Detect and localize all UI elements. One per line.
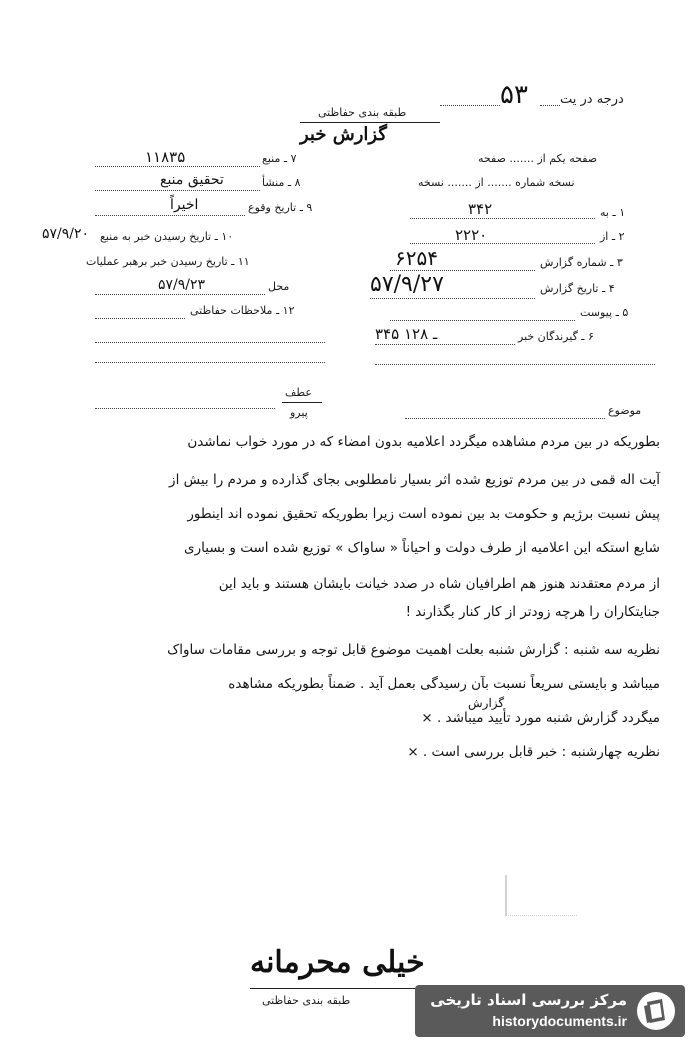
source-receive-date-value: ۵۷/۹/۲۰ [42,226,90,242]
watermark-url: historydocuments.ir [492,1013,627,1029]
source-receive-date-label: ۱۰ ـ تاریخ رسیدن خبر به منبع [100,230,234,243]
ops-receive-date-label: ۱۱ ـ تاریخ رسیدن خبر برهبر عملیات [86,255,250,268]
document-archive-icon [635,990,677,1032]
body-line-2: آیت اله قمی در بین مردم توزیع شده اثر بسیار نامطلوبی بجای گذارده و مردم را بیش از [169,472,660,488]
report-number-dots [390,270,535,271]
body-line-3: پیش نسبت برژیم و حکومت بد بین نموده است زیرا بطوریکه تحقیق نموده اند اینطور [187,506,660,522]
report-date-value: ۵۷/۹/۲۷ [370,272,444,297]
left-blank-line-2 [95,362,325,363]
watermark-name: مرکز بررسی اسناد تاریخی [430,991,627,1009]
event-date-value: اخیراً [170,197,199,213]
classification-value: ۵۳ [500,80,528,110]
subject-label: موضوع [608,404,642,417]
security-notes-dots [95,318,185,319]
recipients-dots [375,344,515,345]
to-value: ۳۴۲ [468,200,493,218]
atf-label: عطف [285,386,312,399]
origin-label: ۸ ـ منشأ [262,176,301,189]
body-line-6: جنایتکاران را هرچه زودتر از کار کنار بگذارند ! [405,604,660,620]
origin-dots [95,190,260,191]
note-wednesday: نظریه چهارشنبه : خبر قابل بررسی است . × [407,744,660,760]
body-line-4: شایع استکه این اعلامیه از طرف دولت و احیاناً « ساواک » توزیع شده است و بسیاری [184,540,660,556]
from-label: ۲ ـ از [600,230,625,243]
event-date-label: ۹ ـ تاریخ وقوع [248,201,313,214]
report-number-label: ۳ ـ شماره گزارش [540,256,623,269]
classification-label: درجه در یت [560,92,624,107]
header-rule [300,122,440,123]
classification-dots [440,105,500,106]
left-blank-line-1 [95,342,325,343]
atf-rule [282,402,322,403]
report-date-dots [370,298,535,299]
security-notes-label: ۱۲ ـ ملاحظات حفاظتی [190,304,295,317]
body-line-1: بطوریکه در بین مردم مشاهده میگردد اعلامیه بدون امضاء که در مورد خواب نماشدن [187,434,660,450]
report-date-label: ۴ ـ تاریخ گزارش [540,282,615,295]
place-dots [95,294,265,295]
recipients-label: ۶ ـ گیرندگان خبر [518,330,594,343]
body-line-5: از مردم معتقدند هنوز هم اطرافیان شاه در صدد خیانت بایشان هستند و باید این [218,576,660,592]
security-class-label: طبقه بندی حفاظتی [318,106,407,119]
recipients-value: ۳۴۵ ـ ۱۲۸ [375,325,438,343]
event-date-dots [95,215,245,216]
note-tuesday-1: نظریه سه شنبه : گزارش شنبه بعلت اهمیت موضوع قابل توجه و بررسی مقامات ساواک [167,642,660,658]
to-label: ۱ ـ به [600,206,626,219]
stamp-rule [250,988,430,989]
attachment-label: ۵ ـ پیوست [580,306,629,319]
attachment-dots [390,320,575,321]
source-dots [95,166,260,167]
subject-dots [405,418,605,419]
atf-dots [95,408,275,409]
note-tuesday-2: میباشد و بایستی سریعاً نسبت بآن رسیدگی بعمل آید . ضمناً بطوریکه مشاهده [228,676,660,692]
stamp-class-label: طبقه بندی حفاظتی [262,994,351,1007]
form-title: گزارش خبر [300,124,387,145]
peyro-label: پیرو [290,406,308,419]
to-dots [410,218,595,219]
page-of-label: صفحه یکم از ....... صفحه [478,152,598,165]
from-value: ۲۲۲۰ [455,226,488,244]
place-value: ۵۷/۹/۲۳ [158,277,206,293]
copy-number-label: نسخه شماره ....... از ....... نسخه [418,176,575,189]
faint-handwriting [505,875,577,916]
note-inserted-word: گزارش [468,696,505,710]
origin-value: تحقیق منبع [160,172,224,188]
classification-stamp: خیلی محرمانه [250,945,425,980]
from-dots [410,243,595,244]
report-number-value: ۶۲۵۴ [395,246,438,270]
source-value: ۱۱۸۳۵ [145,148,186,166]
source-label: ۷ ـ منبع [262,152,297,165]
classification-dots-2 [540,105,560,106]
place-label: محل [268,280,290,293]
right-blank-line [375,364,655,365]
watermark-logo [415,985,685,1037]
note-tuesday-3: میگردد گزارش شنبه مورد تأیید میباشد . × [421,710,660,726]
